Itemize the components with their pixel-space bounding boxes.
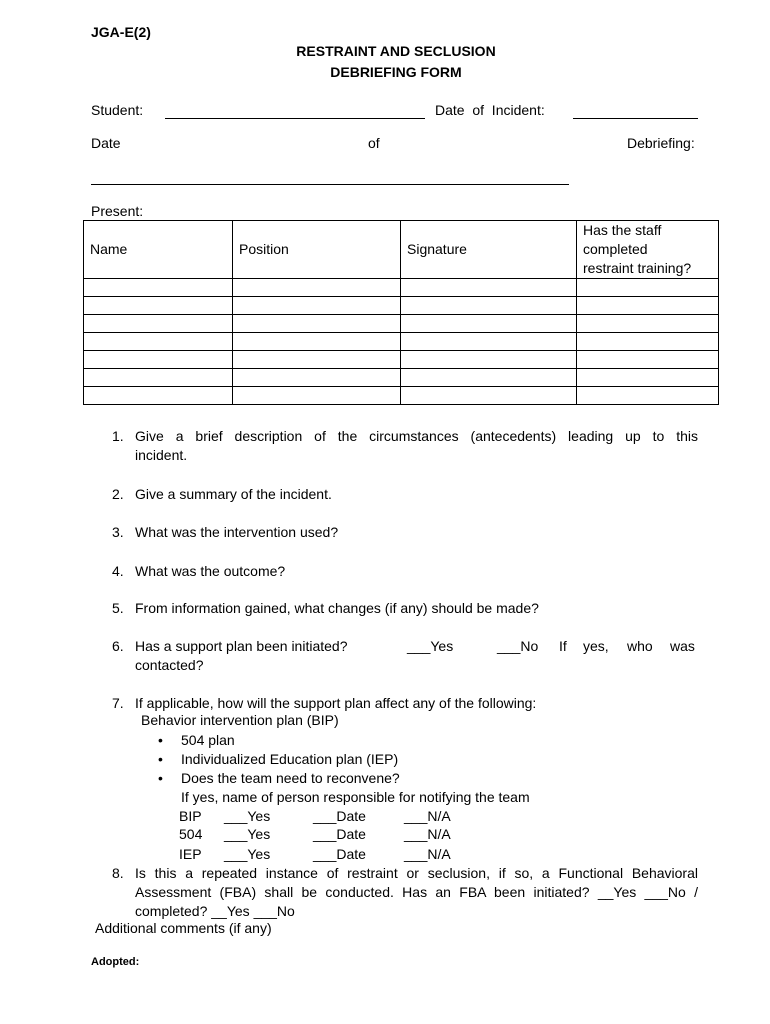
table-header-row: [84, 221, 719, 279]
name-cell[interactable]: [84, 387, 233, 405]
date-label: Date: [91, 135, 121, 151]
header-position: Position: [233, 221, 401, 279]
signature-cell[interactable]: [401, 387, 577, 405]
form-title-line1: RESTRAINT AND SECLUSION: [296, 43, 496, 59]
plan-name: 504: [179, 826, 203, 842]
training-cell[interactable]: [577, 369, 719, 387]
bullet-504: 504 plan: [181, 732, 235, 748]
q1-line2: incident.: [135, 447, 188, 463]
q6-number: 6.: [112, 638, 124, 654]
q6-line2: contacted?: [135, 657, 204, 673]
table-row: [84, 369, 719, 387]
q8-number: 8.: [112, 865, 124, 881]
plan-yes[interactable]: ___Yes: [224, 808, 271, 824]
form-title-line2: DEBRIEFING FORM: [330, 64, 462, 80]
plan-name: BIP: [179, 808, 202, 824]
name-cell[interactable]: [84, 351, 233, 369]
training-cell[interactable]: [577, 351, 719, 369]
q7-bip: Behavior intervention plan (BIP): [141, 712, 339, 728]
q8-line1: Is this a repeated instance of restraint or seclusion, if so, a Functional Behavioral: [135, 865, 698, 881]
plan-name: IEP: [179, 846, 202, 862]
bullet-icon: •: [158, 732, 163, 748]
name-cell[interactable]: [84, 315, 233, 333]
q1-number: 1.: [112, 428, 124, 444]
signature-cell[interactable]: [401, 315, 577, 333]
table-row: [84, 351, 719, 369]
header-training: [577, 221, 719, 279]
q3-text: What was the intervention used?: [135, 524, 339, 540]
signature-cell[interactable]: [401, 369, 577, 387]
q2-number: 2.: [112, 486, 124, 502]
signature-cell[interactable]: [401, 279, 577, 297]
q5-number: 5.: [112, 600, 124, 616]
debriefing-label: Debriefing:: [627, 135, 695, 151]
bullet-reconvene: Does the team need to reconvene?: [181, 770, 400, 786]
plan-na[interactable]: ___N/A: [404, 846, 451, 862]
additional-comments-label: Additional comments (if any): [95, 920, 272, 936]
table-row: [84, 315, 719, 333]
signature-cell[interactable]: [401, 351, 577, 369]
q6-if: If: [559, 638, 567, 654]
plan-yes[interactable]: ___Yes: [224, 826, 271, 842]
table-row: [84, 333, 719, 351]
name-cell[interactable]: [84, 369, 233, 387]
position-cell[interactable]: [233, 297, 401, 315]
position-cell[interactable]: [233, 315, 401, 333]
q6-was: was: [670, 638, 695, 654]
q6-no[interactable]: ___No: [497, 638, 539, 654]
training-cell[interactable]: [577, 333, 719, 351]
q5-text: From information gained, what changes (if any) should be made?: [135, 600, 539, 616]
plan-date[interactable]: ___Date: [313, 846, 366, 862]
q6-text: Has a support plan been initiated?: [135, 638, 348, 654]
header-training-line2: completed: [583, 241, 648, 257]
position-cell[interactable]: [233, 333, 401, 351]
bullet-iep: Individualized Education plan (IEP): [181, 751, 399, 767]
table-row: [84, 279, 719, 297]
q3-number: 3.: [112, 524, 124, 540]
q8-line3: completed? __Yes ___No: [135, 903, 295, 919]
header-name: Name: [84, 221, 233, 279]
signature-cell[interactable]: [401, 333, 577, 351]
training-cell[interactable]: [577, 297, 719, 315]
q1-line1: Give a brief description of the circumstances (antecedents) leading up to this: [135, 428, 698, 444]
position-cell[interactable]: [233, 369, 401, 387]
table-row: [84, 297, 719, 315]
plan-date[interactable]: ___Date: [313, 808, 366, 824]
reconvene-note: If yes, name of person responsible for notifying the team: [181, 789, 530, 805]
student-label: Student:: [91, 102, 144, 118]
present-table: [83, 220, 719, 405]
q6-who: who: [627, 638, 653, 654]
header-training-line3: restraint training?: [583, 260, 692, 276]
q8-line2: Assessment (FBA) shall be conducted. Has an FBA been initiated? __Yes ___No /: [135, 884, 698, 900]
header-signature: Signature: [401, 221, 577, 279]
signature-cell[interactable]: [401, 297, 577, 315]
bullet-icon: •: [158, 770, 163, 786]
plan-na[interactable]: ___N/A: [404, 808, 451, 824]
student-field[interactable]: [165, 118, 425, 119]
name-cell[interactable]: [84, 297, 233, 315]
q2-text: Give a summary of the incident.: [135, 486, 332, 502]
position-cell[interactable]: [233, 279, 401, 297]
table-row: [84, 387, 719, 405]
position-cell[interactable]: [233, 387, 401, 405]
q4-number: 4.: [112, 563, 124, 579]
present-label: Present:: [91, 203, 144, 219]
training-cell[interactable]: [577, 279, 719, 297]
bullet-icon: •: [158, 751, 163, 767]
q7-text: If applicable, how will the support plan affect any of the following:: [135, 695, 537, 711]
header-training-line1: Has the staff: [583, 222, 662, 238]
training-cell[interactable]: [577, 315, 719, 333]
plan-yes[interactable]: ___Yes: [224, 846, 271, 862]
q6-yes2: yes,: [583, 638, 609, 654]
date-of-debriefing-field[interactable]: [91, 184, 569, 185]
plan-na[interactable]: ___N/A: [404, 826, 451, 842]
q4-text: What was the outcome?: [135, 563, 286, 579]
training-cell[interactable]: [577, 387, 719, 405]
name-cell[interactable]: [84, 279, 233, 297]
of-label: of: [368, 135, 380, 151]
position-cell[interactable]: [233, 351, 401, 369]
q7-number: 7.: [112, 695, 124, 711]
q6-yes[interactable]: ___Yes: [407, 638, 454, 654]
name-cell[interactable]: [84, 333, 233, 351]
plan-date[interactable]: ___Date: [313, 826, 366, 842]
adopted-label: Adopted:: [91, 956, 140, 968]
date-of-incident-label: Date of Incident:: [435, 102, 545, 118]
date-of-incident-field[interactable]: [573, 118, 698, 119]
form-code: JGA-E(2): [91, 24, 151, 40]
